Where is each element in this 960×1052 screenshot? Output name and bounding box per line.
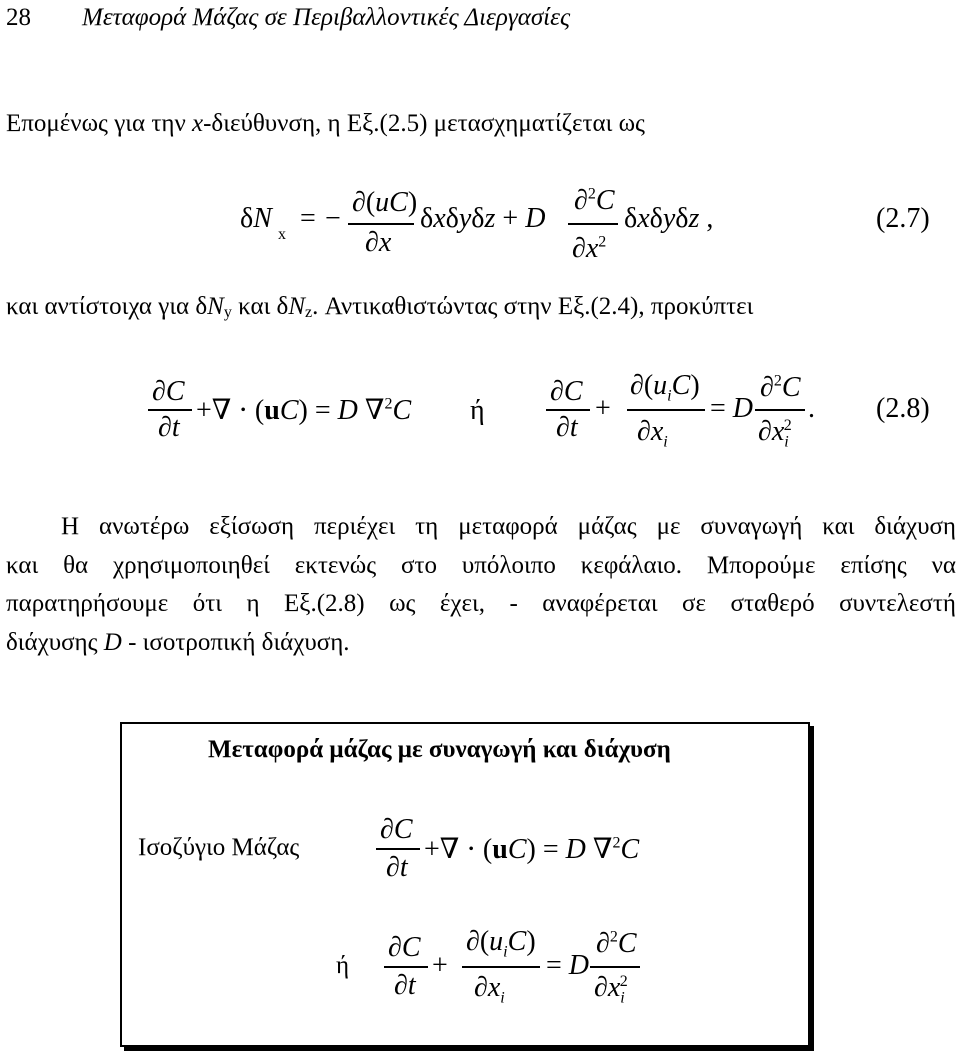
line4-a: διάχυσης bbox=[6, 628, 104, 656]
summary-box-title: Μεταφορά μάζας με συναγωγή και διάχυση bbox=[208, 736, 671, 763]
line4-var: D bbox=[103, 628, 122, 656]
intro-after: -διεύθυνση, η Εξ.(2.5) μετασχηματίζεται ως bbox=[203, 110, 645, 137]
page-number: 28 bbox=[6, 4, 31, 31]
mid-N1: N bbox=[207, 293, 224, 320]
equation-label-2-7: (2.7) bbox=[876, 203, 930, 234]
mid-part1: και αντίστοιχα για δ bbox=[6, 293, 208, 320]
running-title: Μεταφορά Μάζας σε Περιβαλλοντικές Διεργασίες bbox=[82, 4, 571, 31]
body-paragraph bbox=[6, 508, 956, 662]
equation-label-2-8: (2.8) bbox=[876, 393, 930, 424]
or-word: ή bbox=[470, 395, 485, 426]
paragraph-line: Η ανωτέρω εξίσωση περιέχει τη μεταφορά μάζας με συναγωγή και διάχυση bbox=[61, 513, 956, 540]
paragraph-line: και θα χρησιμοποιηθεί εκτενώς στο υπόλοιπο κεφάλαιο. Μπορούμε επίσης να bbox=[6, 551, 956, 579]
mid-part2: και δ bbox=[231, 293, 289, 320]
mid-sub-z: z bbox=[305, 304, 313, 321]
mid-N2: N bbox=[288, 293, 306, 320]
line4-b: - ισοτροπική διάχυση. bbox=[121, 628, 350, 656]
intro-sentence bbox=[6, 110, 645, 138]
mid-part3: . Αντικαθιστώντας στην Εξ.(2.4), προκύπτει bbox=[312, 293, 754, 320]
mass-balance-label: Ισοζύγιο Μάζας bbox=[138, 834, 300, 861]
summary-box: Μεταφορά μάζας με συναγωγή και διάχυση Ισοζύγιο Μάζας ∂C ∂t +∇ ⋅ (uC) = D ∇$^2$C ή ∂C ∂t + $\partial(u_iC)$ $\partial x_i$ = D ∂$^2$C $\partial x_i^2$ bbox=[120, 722, 810, 1047]
mid-sub-y: y bbox=[223, 304, 232, 321]
intro-before: Επομένως για την bbox=[6, 110, 192, 137]
intro-var: x bbox=[192, 110, 204, 137]
paragraph-line bbox=[6, 624, 956, 663]
paragraph-line: παρατηρήσουμε ότι η Εξ.(2.8) ως έχει, - αναφέρεται σε σταθερό συντελεστή bbox=[6, 590, 956, 617]
or-label: ή bbox=[336, 952, 350, 979]
substitution-sentence bbox=[6, 293, 753, 322]
